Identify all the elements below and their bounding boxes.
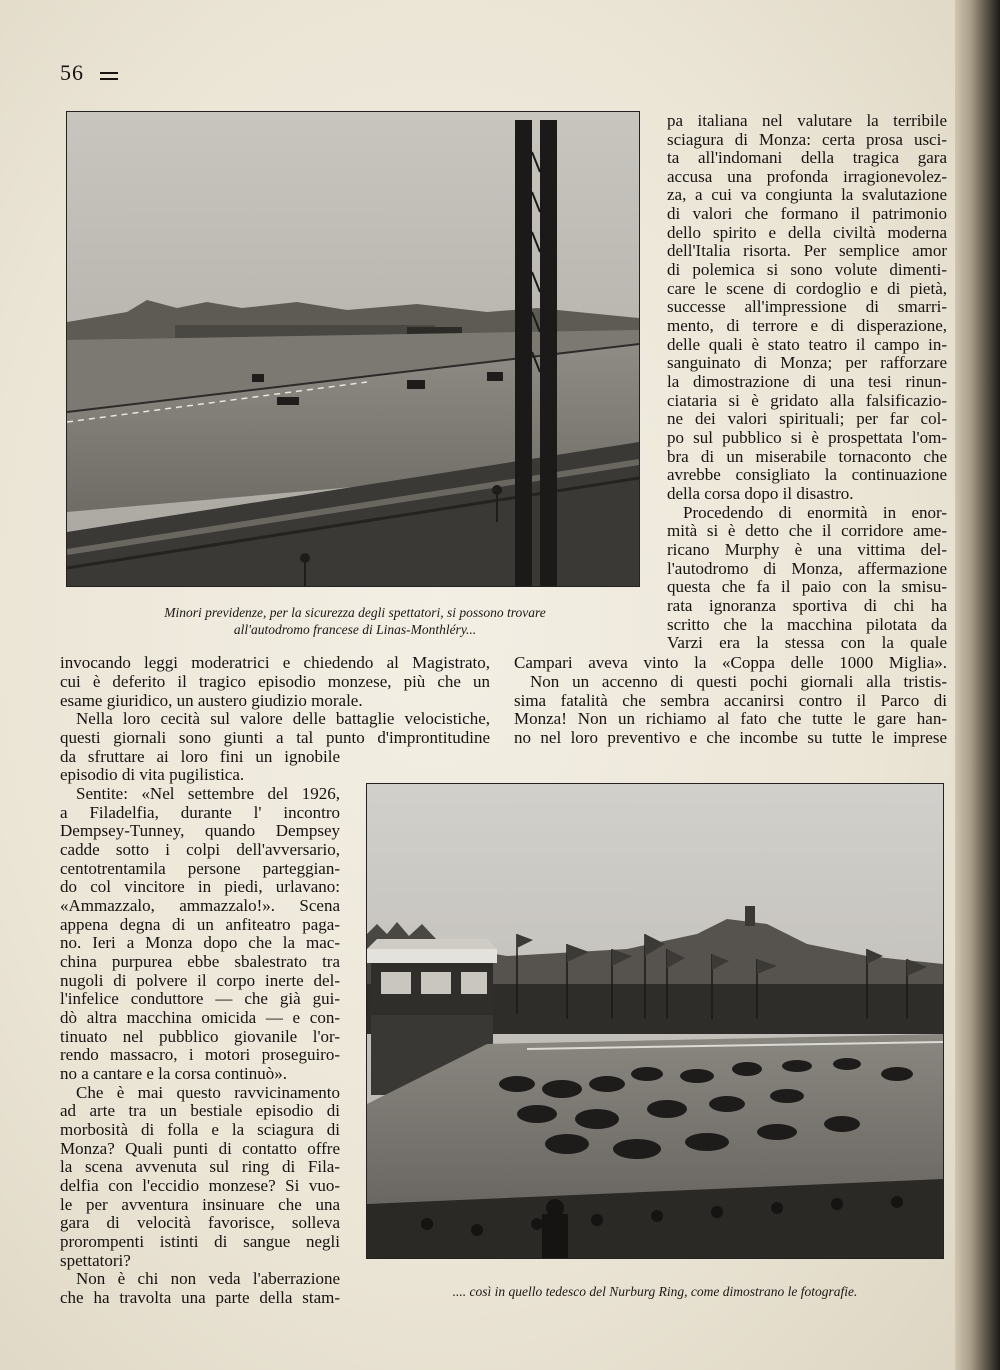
text-line: questi giornali sono giunti a tal punto d'improntitudine	[60, 728, 490, 747]
text-line: care le scene di cordoglio e di pietà,	[667, 279, 947, 298]
text-line: ad arte tra un bestiale episodio di	[60, 1101, 340, 1120]
text-line: rata ignoranza sportiva di chi ha	[667, 596, 947, 615]
text-line: spettatori?	[60, 1251, 131, 1270]
text-line: Varzi era la stessa con la quale	[667, 633, 947, 652]
text-line: Monza? Quali punti di contatto offre	[60, 1139, 340, 1158]
text-line: pa italiana nel valutare la terribile	[667, 111, 947, 130]
text-line: china purpurea ebbe sbalestrato tra	[60, 952, 340, 971]
text-line: sanguinato di Monza; per rafforzare	[667, 353, 947, 372]
text-line: no a cantare e la corsa continuò».	[60, 1064, 288, 1083]
text-line: bra di un miserabile tornaconto che	[667, 447, 947, 466]
text-line: Monza! Non un richiamo al fato che tutte le gare han-	[514, 709, 947, 728]
text-line: cui è deferito il tragico episodio monzese, più che un	[60, 672, 490, 691]
text-line: no nel loro preventivo e che incombe su tutte le imprese	[514, 728, 947, 747]
text-line: di valori che formano il patrimonio	[667, 204, 947, 223]
text-line: za, a cui va congiunta la svalutazione	[667, 185, 947, 204]
book-gutter	[955, 0, 1000, 1370]
text-line: Non è chi non veda l'aberrazione	[76, 1269, 340, 1288]
text-line: dell'Italia risorta. Per semplice amor	[667, 241, 947, 260]
text-line: avrebbe consigliato la continuazione	[667, 465, 947, 484]
text-line: mità si è detto che il corridore ame-	[667, 521, 947, 540]
text-line: accusa una profonda irragionevolez-	[667, 167, 947, 186]
text-line: tinuato nel pubblico giovanile l'or-	[60, 1027, 340, 1046]
text-line: nugoli di polvere il corpo inerte del-	[60, 971, 340, 990]
text-line: Nella loro cecità sul valore delle battaglie velocistiche,	[76, 709, 490, 728]
text-line: ne dei valori spirituali; per far col-	[667, 409, 947, 428]
top-photo-caption-line2: all'autodromo francese di Linas-Monthléry...	[233, 622, 477, 637]
text-line: rendo massacro, i motori proseguiro-	[60, 1045, 340, 1064]
text-line: di polemica si sono volute dimenti-	[667, 260, 947, 279]
page-number-rule	[100, 72, 118, 74]
text-line: l'infelice conduttore — che già gui-	[60, 989, 340, 1008]
text-line: Procedendo di enormità in enor-	[683, 503, 947, 522]
text-line: prorompenti istinti di sangue negli	[60, 1232, 340, 1251]
text-line: Dempsey-Tunney, quando Dempsey	[60, 821, 340, 840]
text-line: Campari aveva vinto la «Coppa delle 1000 Miglia».	[514, 653, 947, 672]
text-line: invocando leggi moderatrici e chiedendo al Magistrato,	[60, 653, 490, 672]
text-line: gara di velocità favorisce, solleva	[60, 1213, 340, 1232]
text-line: esame giuridico, un austero giudizio morale.	[60, 691, 363, 710]
text-line: delfia con l'eccidio monzese? Si vuo-	[60, 1176, 340, 1195]
text-line: le per avventura insinuare che una	[60, 1195, 340, 1214]
text-line: «Ammazzalo, ammazzalo!». Scena	[60, 896, 340, 915]
text-line: do col vincitore in piedi, urlavano:	[60, 877, 340, 896]
text-line: dello spirito e della civiltà moderna	[667, 223, 947, 242]
text-line: episodio di vita pugilistica.	[60, 765, 245, 784]
text-line: della corsa dopo il disastro.	[667, 484, 854, 503]
text-line: questa che fa il paio con la smisu-	[667, 577, 947, 596]
text-line: successe all'impressione di smarri-	[667, 297, 947, 316]
text-line: la scena avvenuta sul ring di Fila-	[60, 1157, 340, 1176]
text-line: la dimostrazione di una tesi rinun-	[667, 372, 947, 391]
text-line: cadde sotto i colpi dell'avversario,	[60, 840, 340, 859]
text-line: appena degna di un anfiteatro paga-	[60, 915, 340, 934]
text-line: ricano Murphy è una vittima del-	[667, 540, 947, 559]
text-line: Sentite: «Nel settembre del 1926,	[76, 784, 340, 803]
text-line: ciataria si è gridato alla falsificazio-	[667, 391, 947, 410]
text-line: Non un accenno di questi pochi giornali alla tristis-	[530, 672, 947, 691]
text-line: da sfruttare ai loro fini un ignobile	[60, 747, 340, 766]
bottom-photo-caption: .... così in quello tedesco del Nurburg Ring, come dimostrano le fotografie.	[452, 1284, 858, 1299]
text-line: po sul pubblico si è prospettata l'om-	[667, 428, 947, 447]
text-line: centotrentamila persone parteggian-	[60, 859, 340, 878]
text-line: l'autodromo di Monza, affermazione	[667, 559, 947, 578]
photo-montlhery-autodrome	[66, 111, 640, 587]
text-line: ta all'indomani della tragica gara	[667, 148, 947, 167]
text-line: sciagura di Monza: certa prosa usci-	[667, 130, 947, 149]
photo-nurburgring-start	[366, 783, 944, 1259]
page-number-rule	[100, 78, 118, 80]
text-line: sima fatalità che sembra accanirsi contro il Parco di	[514, 691, 947, 710]
text-line: Che è mai questo ravvicinamento	[76, 1083, 340, 1102]
page-number: 56	[60, 60, 84, 85]
text-line: delle quali è stato teatro il campo in-	[667, 335, 947, 354]
text-line: a Filadelfia, durante l' incontro	[60, 803, 340, 822]
text-line: dò altra macchina omicida — e con-	[60, 1008, 340, 1027]
text-line: che ha travolta una parte della stam-	[60, 1288, 340, 1307]
text-line: scritto che la macchina pilotata da	[667, 615, 947, 634]
text-line: morbosità di folla e la sciagura di	[60, 1120, 340, 1139]
text-line: mento, di terrore e di disperazione,	[667, 316, 947, 335]
top-photo-caption-line1: Minori previdenze, per la sicurezza degli spettatori, si possono trovare	[164, 605, 546, 620]
text-line: no. Ieri a Monza dopo che la mac-	[60, 933, 340, 952]
